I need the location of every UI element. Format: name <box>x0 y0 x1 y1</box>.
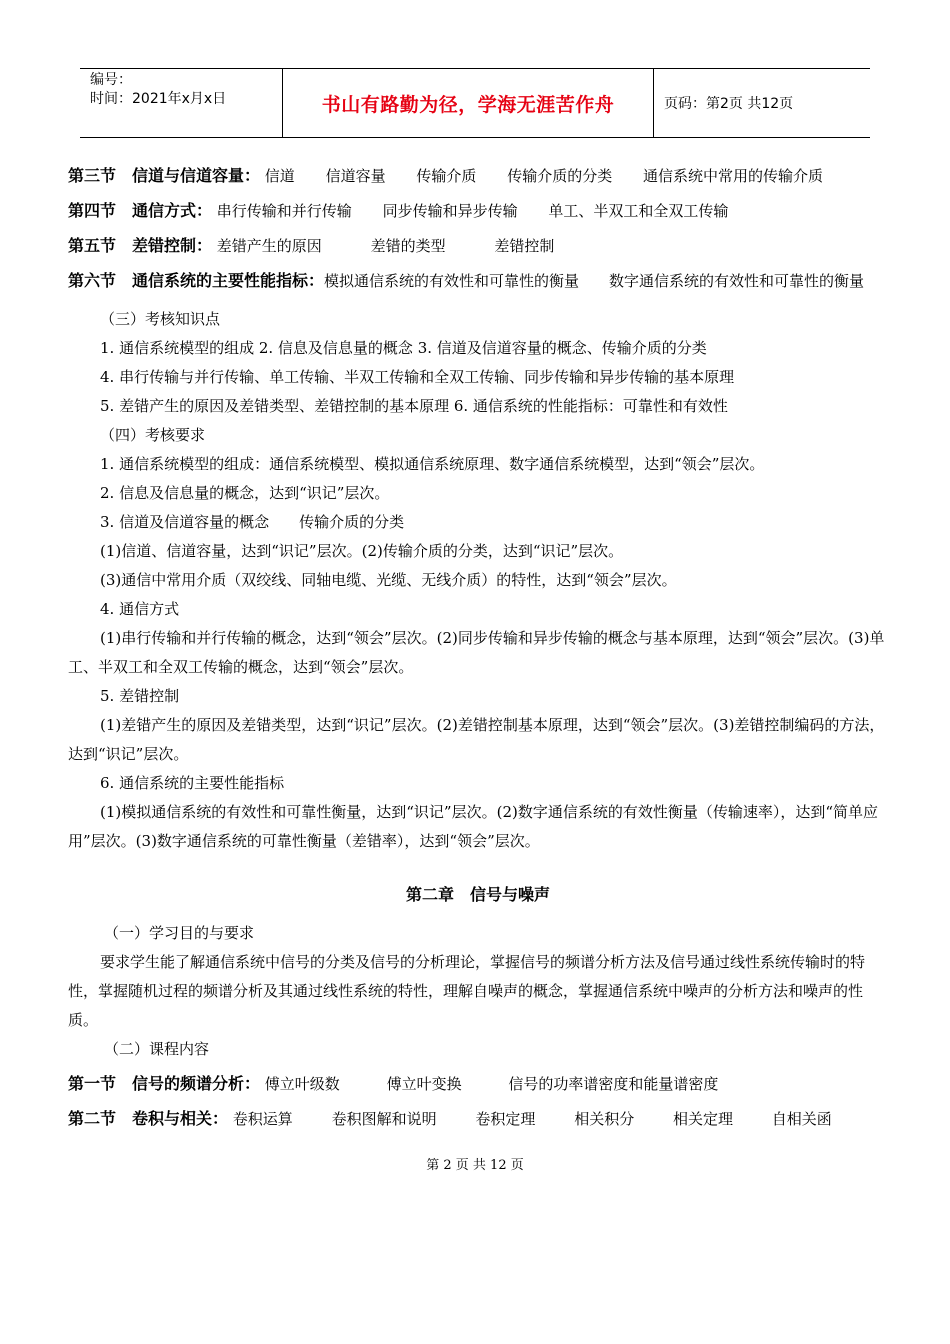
section-item: 相关定理 <box>672 1110 733 1128</box>
req-line: 2. 信息及信息量的概念，达到“识记”层次。 <box>100 484 390 502</box>
req-line: 3. 信道及信道容量的概念 传输介质的分类 <box>100 513 405 531</box>
section-6 <box>68 271 888 291</box>
section-item: 单工、半双工和全双工传输 <box>548 202 729 220</box>
section-item: 傅立叶变换 <box>386 1075 462 1093</box>
section-3 <box>68 166 888 186</box>
page-info: 页码：第2页 共12页 <box>664 96 794 112</box>
req-heading: （四）考核要求 <box>100 426 206 444</box>
section-item: 自相关函 <box>771 1110 832 1128</box>
time-label: 时间：2021年x月x日 <box>90 91 227 107</box>
kp-line: 5. 差错产生的原因及差错类型、差错控制的基本原理 6. 通信系统的性能指标：可靠性和有效性 <box>100 397 728 415</box>
section-5 <box>68 236 888 256</box>
section-item: 卷积图解和说明 <box>331 1110 437 1128</box>
goal-heading: （一）学习目的与要求 <box>104 924 255 942</box>
chapter-title: 第二章 信号与噪声 <box>405 885 550 904</box>
section-item: 卷积运算 <box>232 1110 293 1128</box>
req-line: 1. 通信系统模型的组成：通信系统模型、模拟通信系统原理、数字通信系统模型，达到“领会”层次。 <box>100 455 765 473</box>
section-item: 差错控制 <box>494 237 555 255</box>
content-heading: （二）课程内容 <box>104 1040 210 1058</box>
section-title: 第五节 差错控制： <box>68 236 213 255</box>
section-item: 傅立叶级数 <box>264 1075 340 1093</box>
req-line: 5. 差错控制 <box>100 687 180 705</box>
req-line: (3)通信中常用介质（双绞线、同轴电缆、光缆、无线介质）的特性，达到“领会”层次。 <box>100 571 677 589</box>
req-paragraph: (1)串行传输和并行传输的概念，达到“领会”层次。(2)同步传输和异步传输的概念与基本原理，达到“领会”层次。(3)单工、半双工和全双工传输的概念，达到“领会”层次。 <box>68 629 885 676</box>
section-item: 通信系统中常用的传输介质 <box>642 167 823 185</box>
kp-line: 1. 通信系统模型的组成 2. 信息及信息量的概念 3. 信道及信道容量的概念、传输介质的分类 <box>100 339 707 357</box>
section-item: 差错产生的原因 <box>216 237 322 255</box>
req-line: 6. 通信系统的主要性能指标 <box>100 774 285 792</box>
section-title: 第二节 卷积与相关： <box>68 1109 229 1128</box>
chapter2-section-1 <box>68 1074 888 1094</box>
req-line: 4. 通信方式 <box>100 600 180 618</box>
req-line: (1)信道、信道容量，达到“识记”层次。(2)传输介质的分类，达到“识记”层次。 <box>100 542 624 560</box>
goal-paragraph: 要求学生能了解通信系统中信号的分类及信号的分析理论，掌握信号的频谱分析方法及信号通过线性系统传输时的特性，掌握随机过程的频谱分析及其通过线性系统的特性，理解自噪声的概念，掌握通信系统中噪声的分析方法和噪声的性质。 <box>68 953 866 1029</box>
number-label: 编号： <box>90 72 132 88</box>
section-item: 相关积分 <box>574 1110 635 1128</box>
kp-heading: （三）考核知识点 <box>100 310 221 328</box>
section-title: 第四节 通信方式： <box>68 201 213 220</box>
section-item: 数字通信系统的有效性和可靠性的衡量 <box>609 272 865 290</box>
section-item: 信号的功率谱密度和能量谱密度 <box>508 1075 719 1093</box>
section-item: 差错的类型 <box>370 237 446 255</box>
section-title: 第三节 信道与信道容量： <box>68 166 261 185</box>
section-item: 传输介质 <box>416 167 477 185</box>
motto: 书山有路勤为径，学海无涯苦作舟 <box>321 93 615 116</box>
section-item: 信道 <box>264 167 295 185</box>
section-title: 第六节 通信系统的主要性能指标： <box>68 271 325 290</box>
section-item: 信道容量 <box>325 167 386 185</box>
section-item: 串行传输和并行传输 <box>216 202 352 220</box>
section-item: 传输介质的分类 <box>507 167 613 185</box>
section-title: 第一节 信号的频谱分析： <box>68 1074 261 1093</box>
req-paragraph: (1)差错产生的原因及差错类型，达到“识记”层次。(2)差错控制基本原理，达到“领会”层次。(3)差错控制编码的方法，达到“识记”层次。 <box>68 716 885 763</box>
header-page-cell <box>654 69 870 137</box>
section-item: 同步传输和异步传输 <box>382 202 518 220</box>
page-footer: 第 2 页 共 12 页 <box>426 1158 524 1173</box>
header-table <box>80 68 870 138</box>
section-item: 卷积定理 <box>475 1110 536 1128</box>
section-4 <box>68 201 888 221</box>
header-meta <box>80 69 282 137</box>
section-item: 模拟通信系统的有效性和可靠性的衡量 <box>324 272 580 290</box>
chapter2-section-2 <box>68 1109 888 1129</box>
header-motto-cell <box>282 69 654 137</box>
req-paragraph: (1)模拟通信系统的有效性和可靠性衡量，达到“识记”层次。(2)数字通信系统的有效性衡量（传输速率），达到“简单应用”层次。(3)数字通信系统的可靠性衡量（差错率），达到“领会”层次。 <box>68 803 879 850</box>
document-body <box>68 166 888 1129</box>
kp-line: 4. 串行传输与并行传输、单工传输、半双工传输和全双工传输、同步传输和异步传输的基本原理 <box>100 368 735 386</box>
